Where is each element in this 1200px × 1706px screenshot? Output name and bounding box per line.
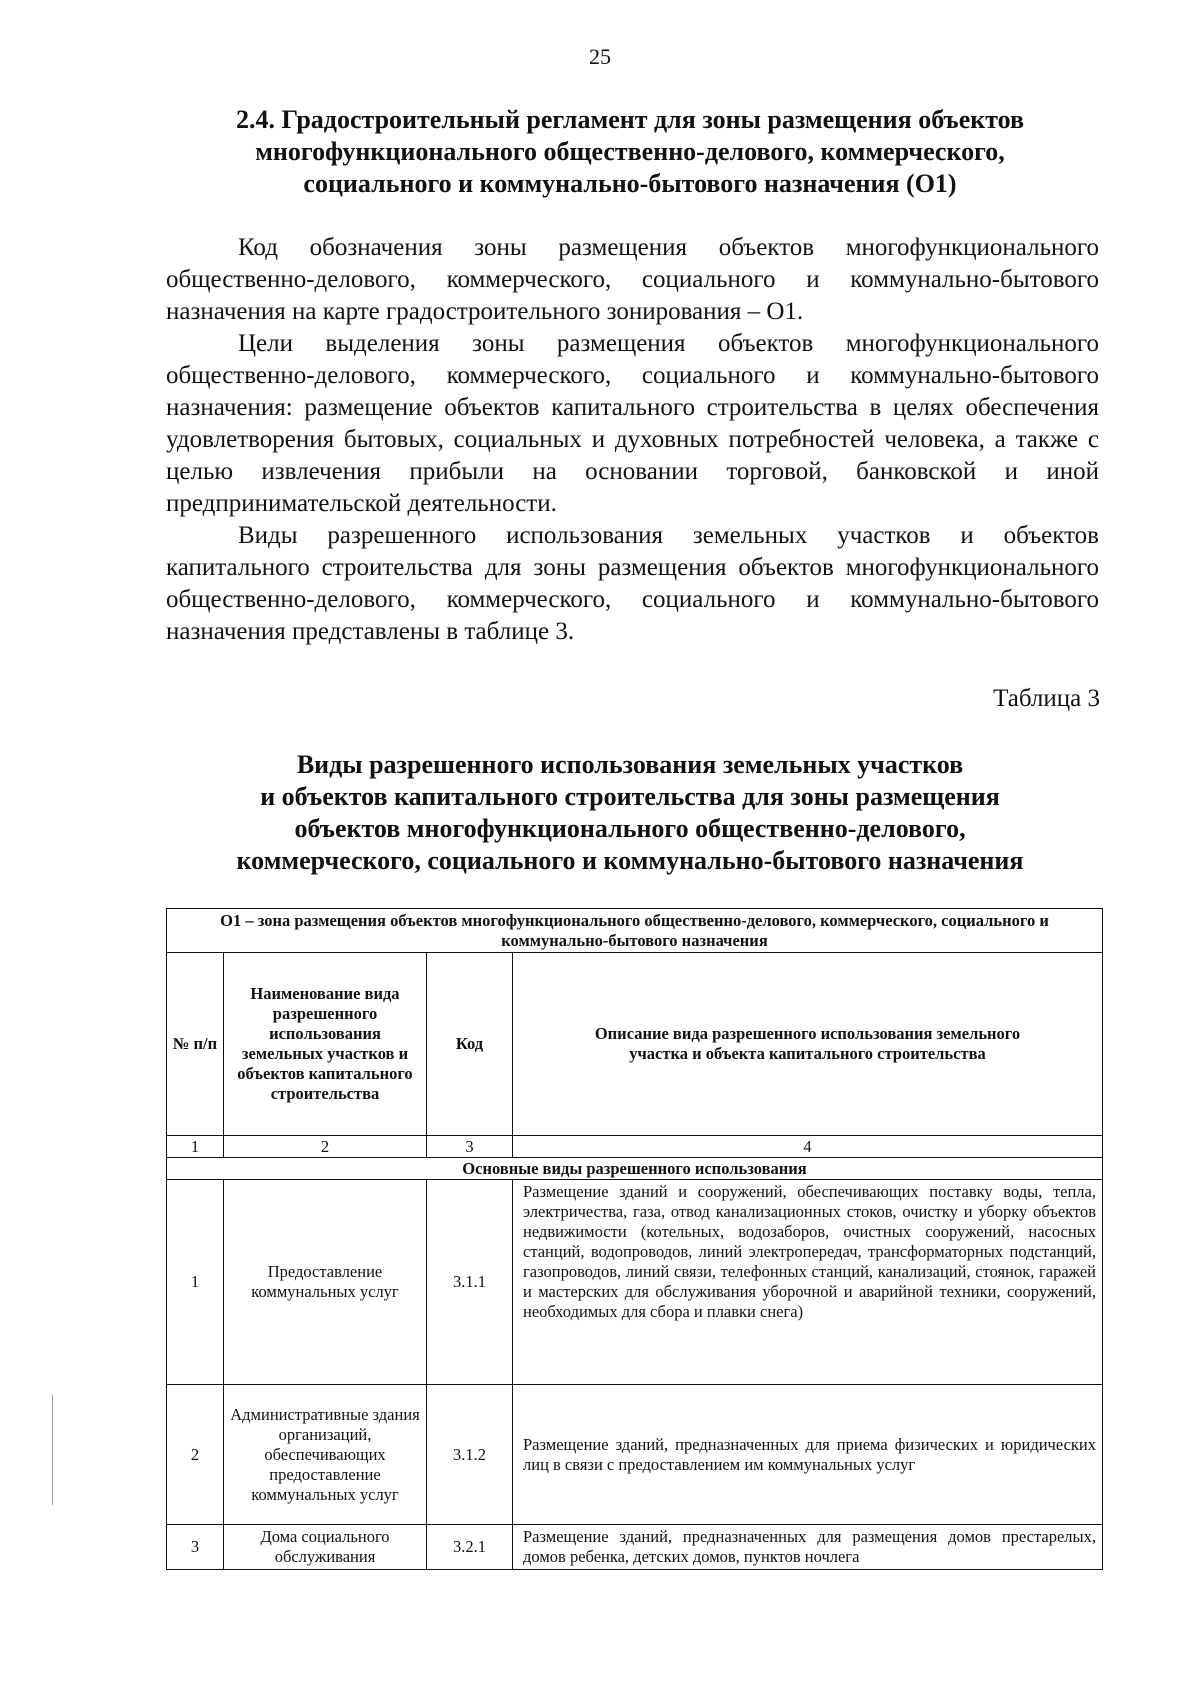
- section-title-line: многофункционального общественно-делового, коммерческого,: [255, 137, 1005, 166]
- table-title: [150, 749, 1110, 877]
- row-desc: Размещение зданий, предназначенных для размещения домов престарелых, домов ребенка, детских домов, пунктов ночлега: [513, 1525, 1103, 1570]
- row-name: Дома социального обслуживания: [224, 1525, 427, 1570]
- table-title-line: Виды разрешенного использования земельных участков: [296, 750, 964, 779]
- paragraph-zone-goals: Цели выделения зоны размещения объектов многофункционального общественно-делового, коммерческого, социального и коммунально-бытового назначения: размещение объектов капитального строительства в целях обеспечения удовлетворения бытовых, социальных и духовных потребностей человека, а также с целью извлечения прибыли на основании торговой, банковской и иной предпринимательской деятельности.: [166, 330, 1099, 517]
- col-header-desc: Описание вида разрешенного использования земельного участка и объекта капитального строительства: [513, 953, 1103, 1136]
- column-number-row: [167, 1136, 1103, 1158]
- group-header-row: [167, 1158, 1103, 1180]
- col-header-code: Код: [427, 953, 513, 1136]
- permitted-uses-table: [166, 908, 1103, 1570]
- col-number: 2: [224, 1136, 427, 1158]
- col-number: 3: [427, 1136, 513, 1158]
- col-number: 4: [513, 1136, 1103, 1158]
- body-text: [166, 232, 1099, 648]
- row-name: Административные здания организаций, обеспечивающих предоставление коммунальных услуг: [224, 1385, 427, 1525]
- col-header-num: № п/п: [167, 953, 224, 1136]
- table-caption: Таблица 3: [993, 685, 1100, 712]
- zone-header: О1 – зона размещения объектов многофункционального общественно-делового, коммерческого, социального и коммунально-бытового назначения: [167, 909, 1103, 953]
- paragraph-permitted-uses: Виды разрешенного использования земельных участков и объектов капитального строительства для зоны размещения объектов многофункционального общественно-делового, коммерческого, социального и коммунально-бытового назначения представлены в таблице 3.: [166, 522, 1099, 645]
- row-desc: Размещение зданий и сооружений, обеспечивающих поставку воды, тепла, электричества, газа, отвод канализационных стоков, очистку и уборку объектов недвижимости (котельных, водозаборов, очистных сооружений, насосных станций, водопроводов, линий электропередач, трансформаторных подстанций, газопроводов, линий связи, телефонных станций, канализаций, стоянок, гаражей и мастерских для обслуживания уборочной и аварийной техники, сооружений, необходимых для сбора и плавки снега): [513, 1180, 1103, 1385]
- table-row: [167, 1385, 1103, 1525]
- table-title-line: коммерческого, социального и коммунально-бытового назначения: [236, 846, 1024, 875]
- col-number: 1: [167, 1136, 224, 1158]
- col-header-name: Наименование вида разрешенного использования земельных участков и объектов капитального строительства: [224, 953, 427, 1136]
- row-num: 2: [167, 1385, 224, 1525]
- row-name: Предоставление коммунальных услуг: [224, 1180, 427, 1385]
- column-header-row: [167, 953, 1103, 1136]
- row-num: 1: [167, 1180, 224, 1385]
- table-row: [167, 1525, 1103, 1570]
- table-title-line: объектов многофункционального общественно-делового,: [294, 814, 966, 843]
- section-title-line: 2.4. Градостроительный регламент для зоны размещения объектов: [235, 105, 1025, 134]
- section-title: [150, 104, 1110, 200]
- zone-header-row: [167, 909, 1103, 953]
- table-title-line: и объектов капитального строительства для зоны размещения: [260, 782, 1000, 811]
- page-number: 25: [589, 44, 611, 69]
- row-code: 3.2.1: [427, 1525, 513, 1570]
- row-code: 3.1.1: [427, 1180, 513, 1385]
- paragraph-zone-code: Код обозначения зоны размещения объектов многофункционального общественно-делового, коммерческого, социального и коммунально-бытового назначения на карте градостроительного зонирования – О1.: [166, 234, 1099, 325]
- row-num: 3: [167, 1525, 224, 1570]
- group-header: Основные виды разрешенного использования: [167, 1158, 1103, 1180]
- row-desc: Размещение зданий, предназначенных для приема физических и юридических лиц в связи с предоставлением им коммунальных услуг: [513, 1385, 1103, 1525]
- table-row: [167, 1180, 1103, 1385]
- section-title-line: социального и коммунально-бытового назначения (О1): [303, 169, 957, 198]
- row-code: 3.1.2: [427, 1385, 513, 1525]
- scan-artifact-line: [52, 1395, 53, 1505]
